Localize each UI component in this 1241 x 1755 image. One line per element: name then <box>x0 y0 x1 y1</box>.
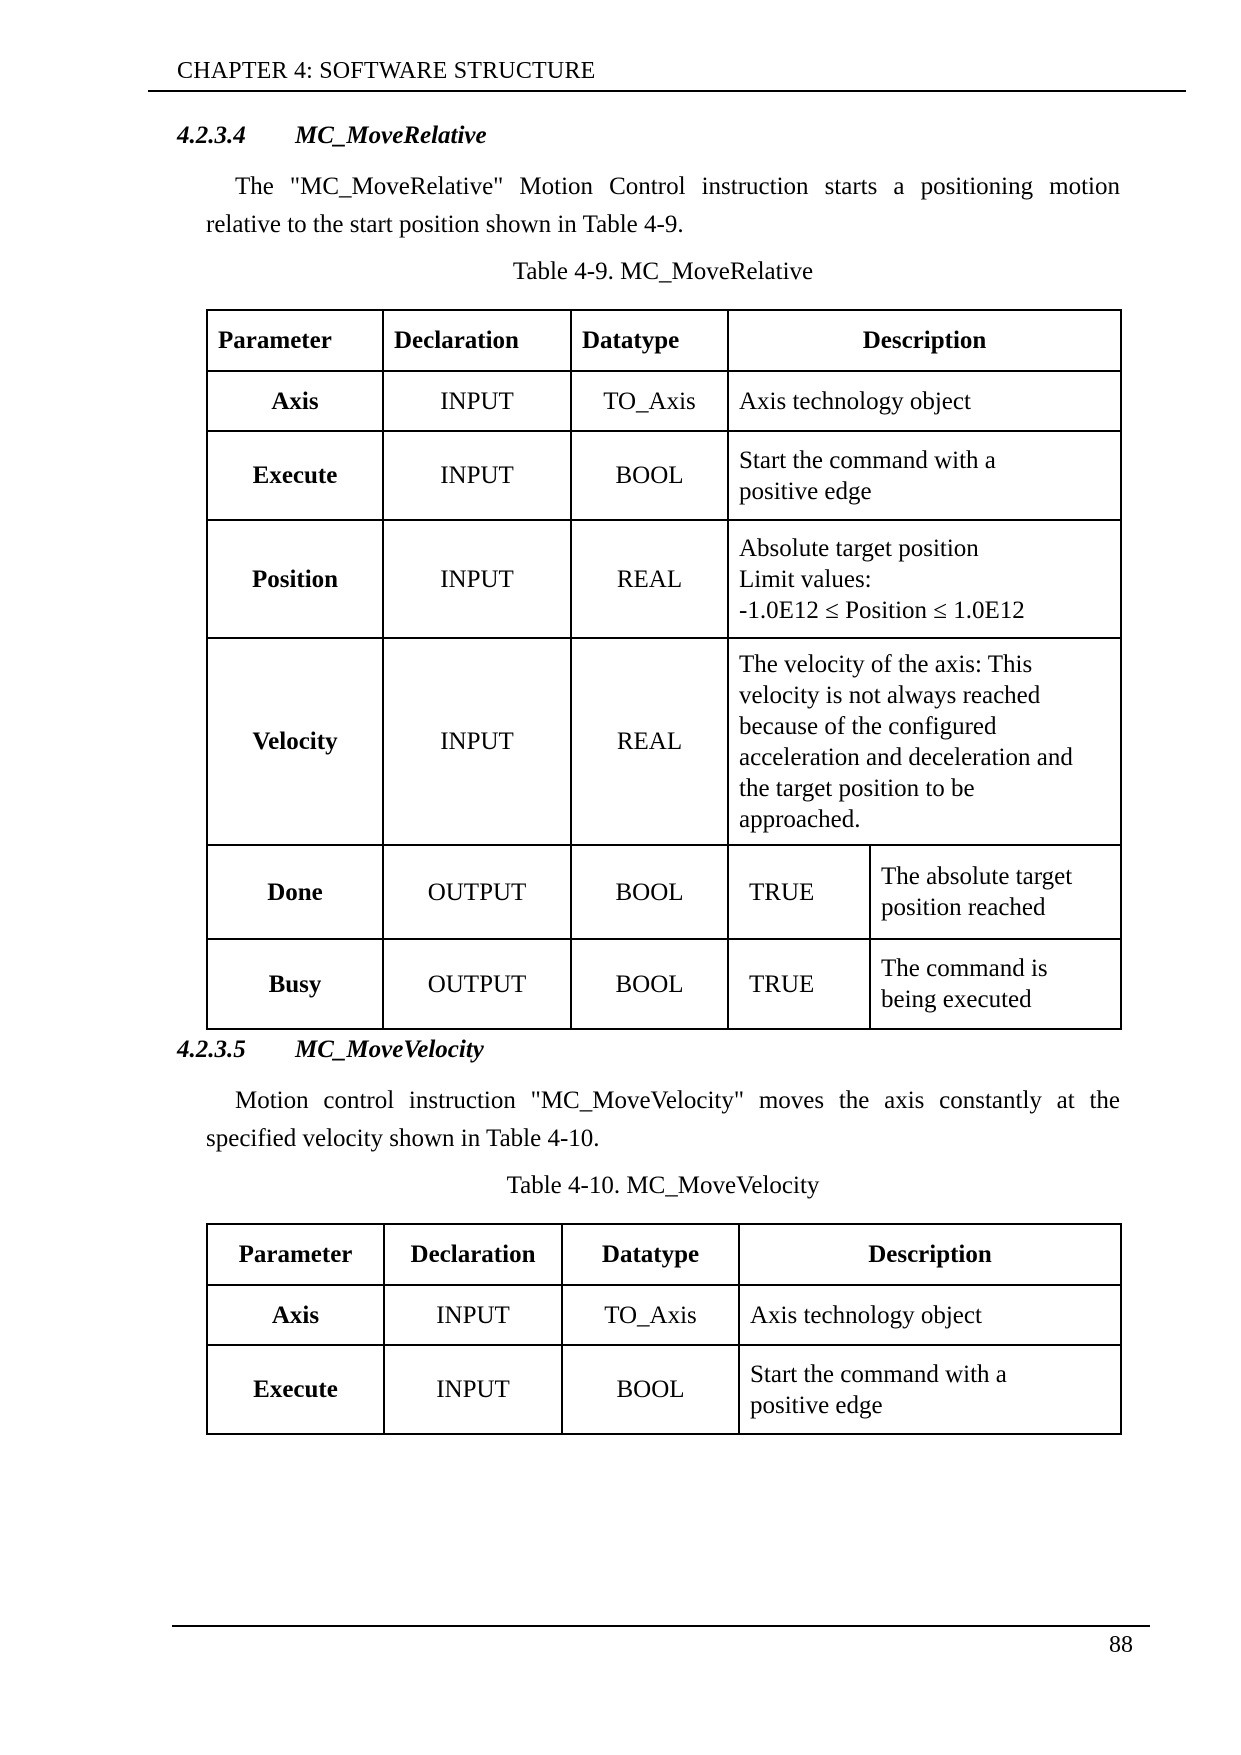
table-row <box>207 638 1121 845</box>
param-cell: Axis <box>207 371 383 431</box>
declaration-cell: INPUT <box>383 431 571 520</box>
paragraph-text: The "MC_MoveRelative" Motion Control instruction starts a positioning motion relative to the start position shown in Table 4-9. <box>206 173 1120 238</box>
datatype-cell: BOOL <box>571 939 728 1029</box>
table-row <box>207 431 1121 520</box>
declaration-cell: INPUT <box>383 638 571 845</box>
table-row <box>207 520 1121 638</box>
paragraph-text: Motion control instruction "MC_MoveVelocity" moves the axis constantly at the specified velocity shown in Table 4-10. <box>206 1087 1120 1152</box>
declaration-cell: OUTPUT <box>383 845 571 939</box>
datatype-cell: TO_Axis <box>571 371 728 431</box>
declaration-cell: OUTPUT <box>383 939 571 1029</box>
table-header-row <box>207 1224 1121 1285</box>
header-cell: Declaration <box>384 1224 562 1285</box>
param-cell: Position <box>207 520 383 638</box>
table-row <box>207 371 1121 431</box>
datatype-cell: TO_Axis <box>562 1285 739 1345</box>
footer-rule <box>172 1625 1150 1627</box>
section-number: 4.2.3.4 <box>177 122 246 149</box>
header-cell: Datatype <box>562 1224 739 1285</box>
declaration-cell: INPUT <box>383 520 571 638</box>
section-number: 4.2.3.5 <box>177 1036 246 1063</box>
description-line: Limit values: <box>739 565 872 593</box>
table-row <box>207 845 1121 939</box>
description-cell: The command is being executed <box>870 939 1121 1029</box>
declaration-cell: INPUT <box>384 1345 562 1434</box>
description-line: -1.0E12 ≤ Position ≤ 1.0E12 <box>739 596 1025 624</box>
param-cell: Execute <box>207 1345 384 1434</box>
table-row <box>207 1285 1121 1345</box>
header-cell: Parameter <box>207 310 383 371</box>
datatype-cell: BOOL <box>562 1345 739 1434</box>
page-number: 88 <box>1109 1632 1133 1658</box>
table-header-row <box>207 310 1121 371</box>
header-cell: Declaration <box>383 310 571 371</box>
running-header: CHAPTER 4: SOFTWARE STRUCTURE <box>177 58 596 84</box>
description-cell: Start the command with a positive edge <box>739 1345 1121 1434</box>
param-cell: Busy <box>207 939 383 1029</box>
parameter-table <box>206 309 1122 1030</box>
header-rule <box>148 90 1186 92</box>
header-cell: Parameter <box>207 1224 384 1285</box>
section-heading <box>177 122 487 150</box>
header-cell: Datatype <box>571 310 728 371</box>
section-title: MC_MoveVelocity <box>295 1036 484 1063</box>
value-cell: TRUE <box>728 939 870 1029</box>
description-line: Absolute target position <box>739 534 979 562</box>
parameter-table <box>206 1223 1122 1435</box>
description-cell: The velocity of the axis: This velocity is not always reached because of the configured acceleration and deceleration and the target position to be approached. <box>728 638 1121 845</box>
description-cell <box>728 520 1121 638</box>
datatype-cell: BOOL <box>571 845 728 939</box>
table-caption: Table 4-9. MC_MoveRelative <box>512 258 814 285</box>
body-paragraph <box>206 1082 1120 1158</box>
table-caption: Table 4-10. MC_MoveVelocity <box>506 1172 820 1199</box>
datatype-cell: REAL <box>571 638 728 845</box>
value-cell: TRUE <box>728 845 870 939</box>
declaration-cell: INPUT <box>384 1285 562 1345</box>
description-cell: The absolute target position reached <box>870 845 1121 939</box>
header-cell: Description <box>728 310 1121 371</box>
description-cell: Axis technology object <box>728 371 1121 431</box>
datatype-cell: REAL <box>571 520 728 638</box>
table-row <box>207 939 1121 1029</box>
datatype-cell: BOOL <box>571 431 728 520</box>
param-cell: Execute <box>207 431 383 520</box>
body-paragraph <box>206 168 1120 244</box>
param-cell: Done <box>207 845 383 939</box>
header-cell: Description <box>739 1224 1121 1285</box>
param-cell: Axis <box>207 1285 384 1345</box>
description-cell: Start the command with a positive edge <box>728 431 1121 520</box>
description-cell: Axis technology object <box>739 1285 1121 1345</box>
declaration-cell: INPUT <box>383 371 571 431</box>
section-title: MC_MoveRelative <box>295 122 487 149</box>
param-cell: Velocity <box>207 638 383 845</box>
section-heading <box>177 1036 484 1064</box>
table-row <box>207 1345 1121 1434</box>
